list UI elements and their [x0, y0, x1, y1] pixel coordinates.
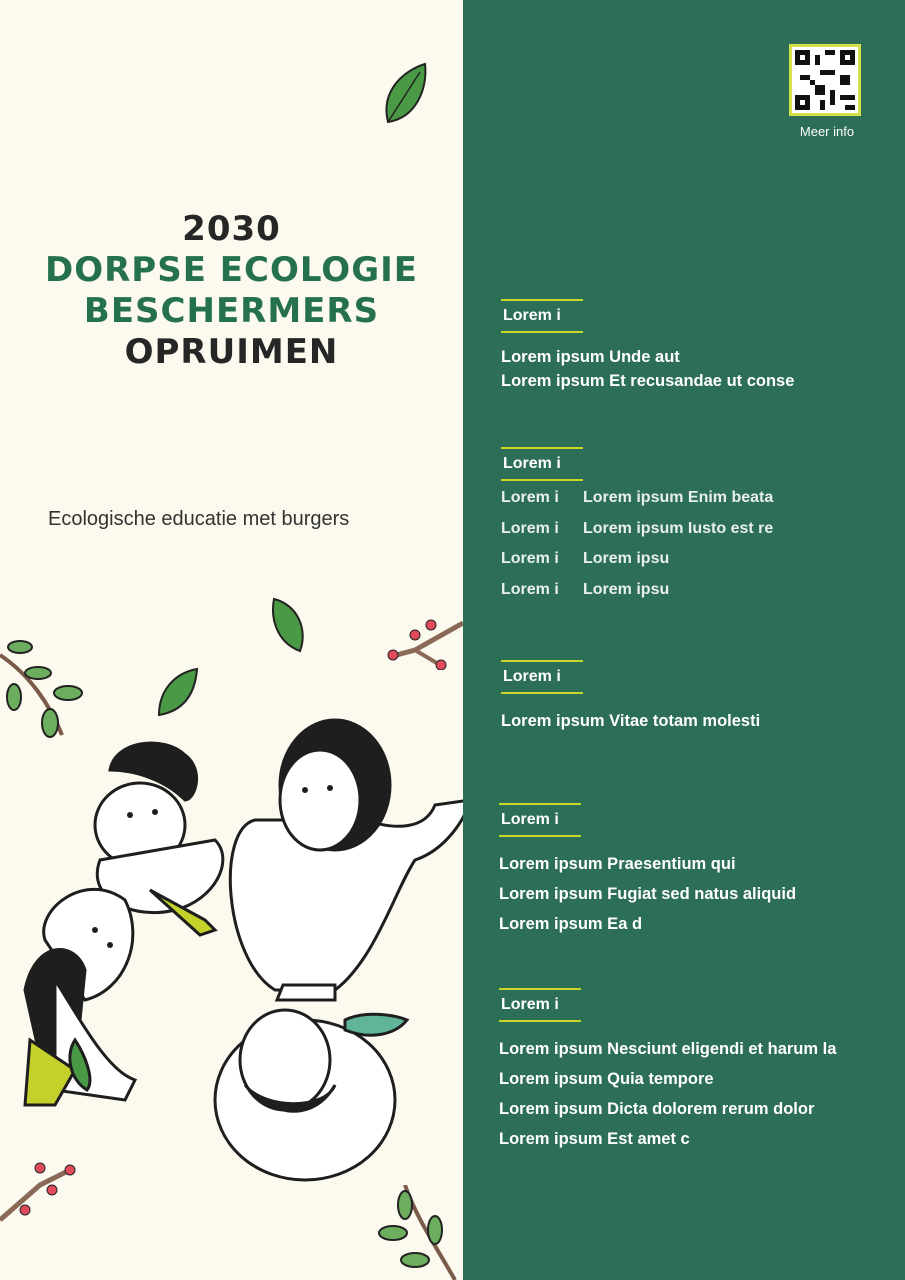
title-line-2: DORPSE ECOLOGIE	[45, 250, 418, 290]
title-year: 2030	[182, 209, 281, 249]
section-line: Lorem ipsum Unde aut	[501, 348, 680, 366]
section-line: Lorem ipsum Et recusandae ut conse	[501, 372, 795, 390]
section-line: Lorem ipsum Ea d	[499, 915, 643, 933]
section-2	[501, 447, 773, 605]
right-panel	[463, 0, 905, 1280]
row-value: Lorem ipsum Enim beata	[583, 489, 774, 506]
section-heading: Lorem i	[501, 299, 583, 333]
row-key: Lorem i	[501, 489, 559, 506]
qr-label: Meer info	[799, 124, 855, 139]
people-illustration	[15, 710, 475, 1200]
leaf-icon	[268, 595, 310, 655]
qr-code[interactable]	[789, 44, 861, 116]
section-line: Lorem ipsum Quia tempore	[499, 1070, 714, 1088]
section-line: Lorem ipsum Nesciunt eligendi et harum la	[499, 1040, 837, 1058]
row-value: Lorem ipsu	[583, 550, 670, 567]
table-row	[501, 483, 773, 514]
section-5	[499, 988, 836, 1154]
row-key: Lorem i	[501, 580, 559, 598]
table-row	[501, 575, 773, 606]
subtitle: Ecologische educatie met burgers	[48, 508, 350, 530]
row-value: Lorem ipsum Iusto est re	[583, 519, 774, 537]
table-row	[501, 544, 773, 575]
section-heading: Lorem i	[501, 660, 583, 694]
qr-code-icon	[795, 50, 855, 110]
section-line: Lorem ipsum Praesentium qui	[499, 855, 736, 873]
section-1	[501, 299, 794, 393]
section-4	[499, 803, 796, 939]
table-row	[501, 514, 773, 545]
section-line: Lorem ipsum Est amet c	[499, 1130, 690, 1148]
section-line: Lorem ipsum Fugiat sed natus aliquid	[499, 885, 797, 903]
leaf-icon	[380, 60, 430, 130]
section-heading: Lorem i	[499, 803, 581, 837]
title-line-4: OPRUIMEN	[124, 332, 339, 372]
section-line: Lorem ipsum Vitae totam molesti	[501, 712, 761, 730]
section-line: Lorem ipsum Dicta dolorem rerum dolor	[499, 1100, 815, 1118]
section-heading: Lorem i	[499, 988, 581, 1022]
row-key: Lorem i	[501, 519, 559, 537]
row-key: Lorem i	[501, 550, 559, 567]
berry-branch-icon	[385, 615, 463, 670]
row-value: Lorem ipsu	[583, 580, 670, 598]
title-line-3: BESCHERMERS	[83, 291, 380, 331]
section-3	[501, 660, 760, 736]
section-heading: Lorem i	[501, 447, 583, 481]
